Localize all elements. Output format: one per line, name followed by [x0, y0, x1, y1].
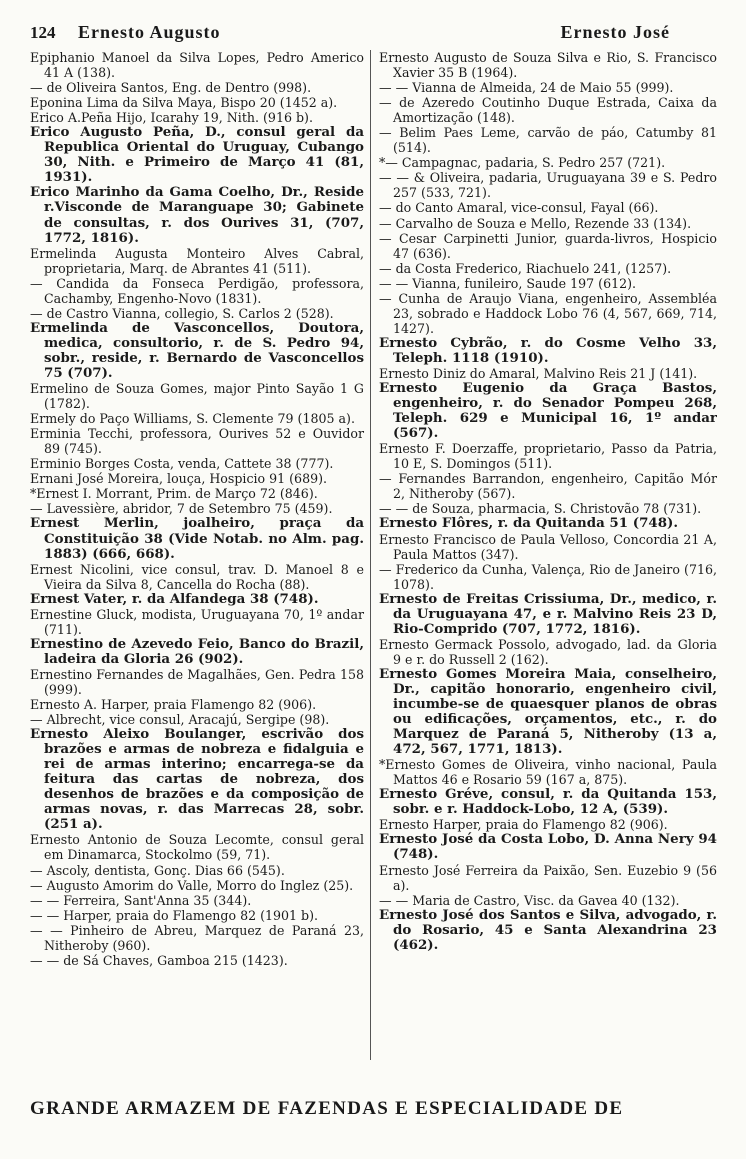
- directory-entry: — Lavessière, abridor, 7 de Setembro 75 (459).: [30, 501, 333, 517]
- directory-entry: Ernestino Fernandes de Magalhães, Gen. Pedra 158 (999).: [30, 666, 364, 697]
- directory-entry: — — Pinheiro de Abreu, Marquez de Paraná 23, Nitheroby (960).: [30, 922, 364, 953]
- directory-entry: Eponina Lima da Silva Maya, Bispo 20 (1452 a).: [30, 95, 338, 111]
- left-column: [30, 50, 371, 1060]
- directory-entry: Ernesto Gomes Moreira Maia, conselheiro, Dr., capitão honorario, engenheiro civil, incumbe-se de quaesquer planos de obras ou edificações, orçamentos, etc., r. do Marquez de Paraná 5, Nitheroby (13 a, 472, 567, 1771, 1813).: [379, 665, 717, 758]
- directory-entry: — de Castro Vianna, collegio, S. Carlos 2 (528).: [30, 305, 334, 321]
- directory-entry: Ernesto A. Harper, praia Flamengo 82 (906).: [30, 697, 317, 713]
- directory-entry: Ermely do Paço Williams, S. Clemente 79 (1805 a).: [30, 411, 355, 427]
- page-number: 124: [30, 23, 56, 42]
- left-running-head: Ernesto Augusto: [78, 22, 221, 42]
- directory-entry: Epiphanio Manoel da Silva Lopes, Pedro Americo 41 A (138).: [30, 50, 364, 81]
- directory-entry: Ernesto Harper, praia do Flamengo 82 (906).: [379, 817, 668, 833]
- directory-entry: *Ernest I. Morrant, Prim. de Março 72 (846).: [30, 486, 318, 502]
- page-header: [30, 22, 730, 50]
- directory-entry: Erico A.Peña Hijo, Icarahy 19, Nith. (916 b).: [30, 110, 313, 126]
- directory-entry: — Ascoly, dentista, Gonç. Dias 66 (545).: [30, 862, 285, 878]
- directory-entry: Erico Marinho da Gama Coelho, Dr., Reside r.Visconde de Maranguape 30; Gabinete de consultas, r. dos Ourives 31, (707, 1772, 1816).: [30, 184, 364, 246]
- directory-entry: — Carvalho de Souza e Mello, Rezende 33 (134).: [379, 215, 692, 231]
- directory-entry: — — Harper, praia do Flamengo 82 (1901 b).: [30, 907, 319, 923]
- directory-entry: — da Costa Frederico, Riachuelo 241, (1257).: [379, 260, 672, 276]
- footer-advertisement: GRANDE ARMAZEM DE FAZENDAS E ESPECIALIDADE DE: [30, 1098, 624, 1119]
- directory-entry: — de Azeredo Coutinho Duque Estrada, Caixa da Amortização (148).: [379, 95, 717, 126]
- directory-entry: *— Campagnac, padaria, S. Pedro 257 (721).: [379, 155, 666, 171]
- directory-entry: — de Oliveira Santos, Eng. de Dentro (998).: [30, 80, 312, 96]
- directory-entry: — Cunha de Araujo Viana, engenheiro, Assembléa 23, sobrado e Haddock Lobo 76 (4, 567, 669, 714, 1427).: [379, 290, 717, 336]
- directory-columns: [30, 50, 730, 1060]
- directory-entry: Ernesto Diniz do Amaral, Malvino Reis 21 J (141).: [379, 365, 698, 381]
- directory-entry: *Ernesto Gomes de Oliveira, vinho nacional, Paula Mattos 46 e Rosario 59 (167 a, 875).: [379, 757, 717, 788]
- directory-entry: Erminio Borges Costa, venda, Cattete 38 (777).: [30, 456, 334, 472]
- directory-entry: Ernesto José Ferreira da Paixão, Sen. Euzebio 9 (56 a).: [379, 862, 717, 893]
- directory-entry: Ermelinda Augusta Monteiro Alves Cabral, proprietaria, Marq. de Abrantes 41 (511).: [30, 245, 364, 276]
- directory-entry: Erico Augusto Peña, D., consul geral da Republica Oriental do Uruguay, Cubango 30, Nith. e Primeiro de Março 41 (81, 1931).: [30, 124, 364, 186]
- directory-entry: Ernesto Aleixo Boulanger, escrivão dos brazões e armas de nobreza e fidalguia e rei de armas interino; encarrega-se da feitura das cartas de nobreza, dos desenhos de brazões e da composição de armas novas, r. das Marrecas 28, sobr. (251 a).: [30, 726, 364, 833]
- directory-entry: — — Maria de Castro, Visc. da Gavea 40 (132).: [379, 892, 680, 908]
- directory-entry: Erminia Tecchi, professora, Ourives 52 e Ouvidor 89 (745).: [30, 426, 364, 457]
- directory-entry: — Fernandes Barrandon, engenheiro, Capitão Mór 2, Nitheroby (567).: [379, 471, 717, 502]
- directory-entry: Ernesto F. Doerzaffe, proprietario, Passo da Patria, 10 E, S. Domingos (511).: [379, 441, 717, 472]
- directory-entry: Ernest Merlin, joalheiro, praça da Constituição 38 (Vide Notab. no Alm. pag. 1883) (666, 668).: [30, 515, 364, 562]
- directory-entry: Ernesto Flôres, r. da Quitanda 51 (748).: [379, 515, 679, 532]
- directory-entry: Ernesto Augusto de Souza Silva e Rio, S. Francisco Xavier 35 B (1964).: [379, 50, 717, 81]
- directory-entry: Ernesto Cybrão, r. do Cosme Velho 33, Teleph. 1118 (1910).: [379, 334, 717, 366]
- right-running-head: Ernesto José: [560, 22, 670, 42]
- directory-entry: — — Vianna, funileiro, Saude 197 (612).: [379, 275, 637, 291]
- directory-entry: Ernesto de Freitas Crissiuma, Dr., medico, r. da Uruguayana 47, e r. Malvino Reis 23 D, Rio-Comprido (707, 1772, 1816).: [379, 590, 717, 637]
- directory-entry: Ernesto José da Costa Lobo, D. Anna Nery 94 (748).: [379, 831, 717, 863]
- directory-entry: — Albrecht, vice consul, Aracajú, Sergipe (98).: [30, 712, 330, 728]
- directory-entry: Ernani José Moreira, louça, Hospicio 91 (689).: [30, 471, 328, 487]
- directory-entry: — — Ferreira, Sant'Anna 35 (344).: [30, 892, 252, 908]
- directory-entry: — Augusto Amorim do Valle, Morro do Inglez (25).: [30, 877, 354, 893]
- directory-entry: Ernest Vater, r. da Alfandega 38 (748).: [30, 590, 319, 607]
- directory-entry: Ernestine Gluck, modista, Uruguayana 70, 1º andar (711).: [30, 606, 364, 637]
- directory-entry: — — Vianna de Almeida, 24 de Maio 55 (999).: [379, 80, 674, 96]
- directory-entry: Ernesto Gréve, consul, r. da Quitanda 153, sobr. e r. Haddock-Lobo, 12 A, (539).: [379, 786, 717, 818]
- directory-entry: Ermelinda de Vasconcellos, Doutora, medica, consultorio, r. de S. Pedro 94, sobr., reside, r. Bernardo de Vasconcellos 75 (707).: [30, 319, 364, 381]
- directory-entry: Ernesto Antonio de Souza Lecomte, consul geral em Dinamarca, Stockolmo (59, 71).: [30, 832, 364, 863]
- directory-entry: — — & Oliveira, padaria, Uruguayana 39 e S. Pedro 257 (533, 721).: [379, 170, 717, 201]
- directory-entry: Ernest Nicolini, vice consul, trav. D. Manoel 8 e Vieira da Silva 8, Cancella do Rocha (88).: [30, 561, 364, 592]
- directory-entry: — Frederico da Cunha, Valença, Rio de Janeiro (716, 1078).: [379, 561, 717, 592]
- directory-entry: — Candida da Fonseca Perdigão, professora, Cachamby, Engenho-Novo (1831).: [30, 275, 364, 306]
- right-column: [371, 50, 717, 1060]
- directory-entry: — — de Sá Chaves, Gamboa 215 (1423).: [30, 952, 288, 968]
- directory-entry: — — de Souza, pharmacia, S. Christovão 78 (731).: [379, 501, 702, 517]
- directory-entry: — Cesar Carpinetti Junior, guarda-livros, Hospicio 47 (636).: [379, 230, 717, 261]
- directory-entry: Ernesto José dos Santos e Silva, advogado, r. do Rosario, 45 e Santa Alexandrina 23 (462).: [379, 906, 717, 953]
- directory-entry: — Belim Paes Leme, carvão de páo, Catumby 81 (514).: [379, 125, 717, 156]
- directory-entry: Ermelino de Souza Gomes, major Pinto Sayão 1 G (1782).: [30, 381, 364, 412]
- directory-entry: Ernesto Francisco de Paula Velloso, Concordia 21 A, Paula Mattos (347).: [379, 531, 717, 562]
- directory-entry: Ernesto Eugenio da Graça Bastos, engenheiro, r. do Senador Pompeu 268, Teleph. 629 e Municipal 16, 1º andar (567).: [379, 380, 717, 442]
- directory-entry: Ernestino de Azevedo Feio, Banco do Brazil, ladeira da Gloria 26 (902).: [30, 635, 364, 667]
- directory-entry: — do Canto Amaral, vice-consul, Fayal (66).: [379, 200, 659, 216]
- directory-entry: Ernesto Germack Possolo, advogado, lad. da Gloria 9 e r. do Russell 2 (162).: [379, 636, 717, 667]
